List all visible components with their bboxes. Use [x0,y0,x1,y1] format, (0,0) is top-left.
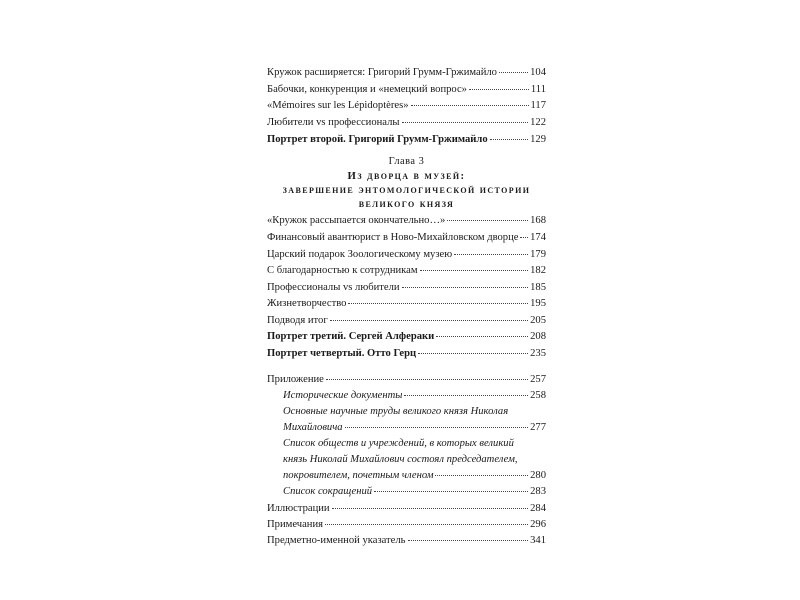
toc-entry-page: 174 [530,232,546,243]
toc-entry-title: Профессионалы vs любители [267,282,400,293]
toc-entry [267,248,546,261]
toc-entry-page: 195 [530,298,546,309]
toc-entry-title: Михайловича [283,422,343,433]
toc-entry-title: Предметно-именной указатель [267,535,406,546]
toc-entry-title: «Mémoires sur les Lépidoptères» [267,100,409,111]
toc-entry-portrait [267,133,546,146]
toc-entry-page: 179 [530,249,546,260]
toc-entry-page: 117 [530,100,546,111]
toc-entry-title: Бабочки, конкуренция и «немецкий вопрос» [267,84,467,95]
toc-subentry [283,485,546,498]
toc-subentry [283,421,546,434]
toc-subentry-line: князь Николай Михайлович состоял председателем, [283,454,518,465]
toc-entry-page: 283 [530,486,546,497]
toc-entry-page: 205 [530,315,546,326]
dot-leader [411,105,529,106]
toc-subentry-line: Список обществ и учреждений, в которых великий [283,438,514,449]
dot-leader [420,270,529,271]
toc-entry-page: 122 [530,117,546,128]
dot-leader [332,508,529,509]
toc-entry-title: Список сокращений [283,486,373,497]
dot-leader [418,353,528,354]
toc-entry-title: Примечания [267,519,323,530]
toc-entry [267,231,546,244]
dot-leader [499,72,528,73]
toc-entry-title: Любители vs профессионалы [267,117,400,128]
dot-leader [469,89,529,90]
toc-entry-appendix [267,373,546,386]
toc-entry [267,534,546,547]
toc-entry-page: 277 [530,422,546,433]
dot-leader [435,475,528,476]
toc-entry-page: 129 [530,134,546,145]
toc-entry [267,214,546,227]
dot-leader [326,379,528,380]
dot-leader [408,540,529,541]
toc-entry-title: Портрет третий. Сергей Алфераки [267,331,435,342]
toc-entry-title: Приложение [267,374,324,385]
toc-entry [267,99,546,112]
dot-leader [345,427,529,428]
toc-entry-title: С благодарностью к сотрудникам [267,265,418,276]
toc-entry [267,66,546,79]
dot-leader [325,524,528,525]
toc-entry-title: Портрет четвертый. Отто Герц [267,348,417,359]
toc-entry-page: 284 [530,503,546,514]
dot-leader [490,139,528,140]
chapter-title-line: Из дворца в музей: [347,170,466,182]
toc-entry-page: 258 [530,390,546,401]
toc-entry-portrait [267,330,546,343]
toc-entry [267,281,546,294]
toc-entry-portrait [267,347,546,360]
toc-entry-page: 182 [530,265,546,276]
toc-entry-title: покровителем, почетным членом [283,470,434,481]
dot-leader [447,220,528,221]
toc-entry [267,297,546,310]
toc-entry [267,502,546,515]
toc-entry-page: 341 [530,535,546,546]
toc-entry-page: 280 [530,470,546,481]
toc-entry-page: 208 [530,331,546,342]
dot-leader [348,303,528,304]
toc-entry [267,116,546,129]
toc-entry [267,518,546,531]
toc-entry [267,264,546,277]
dot-leader [520,237,528,238]
dot-leader [402,287,529,288]
dot-leader [374,491,528,492]
toc-entry-title: Иллюстрации [267,503,330,514]
toc-entry-title: Портрет второй. Григорий Грумм-Гржимайло [267,134,488,145]
toc-subentry [283,469,546,482]
toc-entry-page: 111 [530,84,546,95]
toc-entry-page: 235 [530,348,546,359]
dot-leader [330,320,528,321]
dot-leader [454,254,528,255]
toc-entry-page: 185 [530,282,546,293]
dot-leader [404,395,528,396]
toc-entry [267,83,546,96]
toc-subentry-line: Основные научные труды великого князя Николая [283,406,509,417]
toc-entry-title: Подводя итог [267,315,328,326]
chapter-title-line: великого князя [358,198,455,210]
toc-entry [267,314,546,327]
toc-entry-page: 168 [530,215,546,226]
toc-entry-title: Финансовый авантюрист в Ново-Михайловском дворце [267,232,519,243]
toc-entry-title: Кружок расширяется: Григорий Грумм-Гржимайло [267,67,497,78]
toc-subentry [283,389,546,402]
dot-leader [402,122,529,123]
toc-entry-page: 296 [530,519,546,530]
dot-leader [436,336,528,337]
toc-entry-title: «Кружок рассыпается окончательно…» [267,215,446,226]
toc-entry-page: 104 [530,67,546,78]
toc-entry-page: 257 [530,374,546,385]
chapter-label: Глава 3 [388,156,425,167]
chapter-title-line: завершение энтомологической истории [282,184,531,196]
toc-entry-title: Исторические документы [283,390,403,401]
toc-entry-title: Царский подарок Зоологическому музею [267,249,453,260]
toc-entry-title: Жизнетворчество [267,298,347,309]
